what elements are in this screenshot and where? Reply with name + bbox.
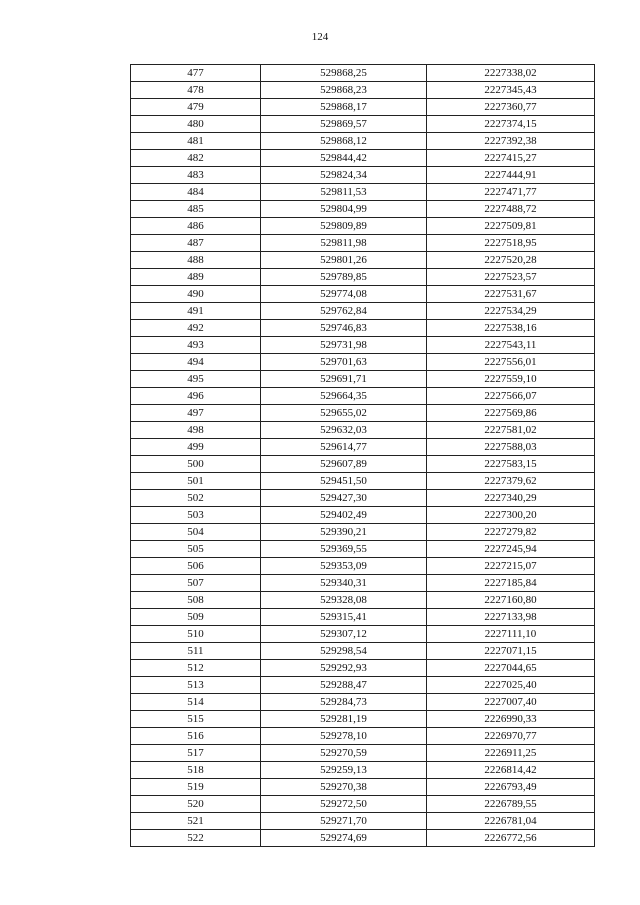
y-coordinate-cell: 2227556,01 <box>427 354 595 371</box>
point-number-cell: 511 <box>131 643 261 660</box>
y-coordinate-cell: 2227583,15 <box>427 456 595 473</box>
y-coordinate-cell: 2226911,25 <box>427 745 595 762</box>
table-row <box>131 473 595 490</box>
table-row <box>131 218 595 235</box>
point-number-cell: 479 <box>131 99 261 116</box>
y-coordinate-cell: 2227509,81 <box>427 218 595 235</box>
x-coordinate-cell: 529281,19 <box>261 711 427 728</box>
table-row <box>131 354 595 371</box>
x-coordinate-cell: 529804,99 <box>261 201 427 218</box>
x-coordinate-cell: 529762,84 <box>261 303 427 320</box>
y-coordinate-cell: 2227340,29 <box>427 490 595 507</box>
x-coordinate-cell: 529369,55 <box>261 541 427 558</box>
x-coordinate-cell: 529270,59 <box>261 745 427 762</box>
x-coordinate-cell: 529869,57 <box>261 116 427 133</box>
table-row <box>131 286 595 303</box>
x-coordinate-cell: 529811,98 <box>261 235 427 252</box>
point-number-cell: 482 <box>131 150 261 167</box>
y-coordinate-cell: 2227588,03 <box>427 439 595 456</box>
table-row <box>131 167 595 184</box>
point-number-cell: 515 <box>131 711 261 728</box>
y-coordinate-cell: 2227111,10 <box>427 626 595 643</box>
table-row <box>131 133 595 150</box>
y-coordinate-cell: 2226990,33 <box>427 711 595 728</box>
table-row <box>131 388 595 405</box>
point-number-cell: 520 <box>131 796 261 813</box>
table-row <box>131 65 595 82</box>
x-coordinate-cell: 529868,12 <box>261 133 427 150</box>
y-coordinate-cell: 2227543,11 <box>427 337 595 354</box>
point-number-cell: 509 <box>131 609 261 626</box>
y-coordinate-cell: 2227392,38 <box>427 133 595 150</box>
point-number-cell: 494 <box>131 354 261 371</box>
point-number-cell: 481 <box>131 133 261 150</box>
table-row <box>131 626 595 643</box>
y-coordinate-cell: 2227444,91 <box>427 167 595 184</box>
point-number-cell: 501 <box>131 473 261 490</box>
point-number-cell: 516 <box>131 728 261 745</box>
point-number-cell: 484 <box>131 184 261 201</box>
y-coordinate-cell: 2226772,56 <box>427 830 595 847</box>
point-number-cell: 514 <box>131 694 261 711</box>
table-row <box>131 575 595 592</box>
y-coordinate-cell: 2227185,84 <box>427 575 595 592</box>
x-coordinate-cell: 529811,53 <box>261 184 427 201</box>
table-row <box>131 745 595 762</box>
table-row <box>131 320 595 337</box>
point-number-cell: 519 <box>131 779 261 796</box>
y-coordinate-cell: 2227518,95 <box>427 235 595 252</box>
point-number-cell: 505 <box>131 541 261 558</box>
point-number-cell: 512 <box>131 660 261 677</box>
x-coordinate-cell: 529315,41 <box>261 609 427 626</box>
x-coordinate-cell: 529746,83 <box>261 320 427 337</box>
y-coordinate-cell: 2227523,57 <box>427 269 595 286</box>
x-coordinate-cell: 529868,23 <box>261 82 427 99</box>
point-number-cell: 478 <box>131 82 261 99</box>
page-number: 124 <box>311 31 329 43</box>
x-coordinate-cell: 529292,93 <box>261 660 427 677</box>
x-coordinate-cell: 529789,85 <box>261 269 427 286</box>
point-number-cell: 493 <box>131 337 261 354</box>
y-coordinate-cell: 2227538,16 <box>427 320 595 337</box>
y-coordinate-cell: 2226793,49 <box>427 779 595 796</box>
x-coordinate-cell: 529844,42 <box>261 150 427 167</box>
point-number-cell: 508 <box>131 592 261 609</box>
table-row <box>131 184 595 201</box>
x-coordinate-cell: 529801,26 <box>261 252 427 269</box>
y-coordinate-cell: 2226814,42 <box>427 762 595 779</box>
point-number-cell: 495 <box>131 371 261 388</box>
table-row <box>131 830 595 847</box>
x-coordinate-cell: 529284,73 <box>261 694 427 711</box>
point-number-cell: 489 <box>131 269 261 286</box>
y-coordinate-cell: 2227215,07 <box>427 558 595 575</box>
table-row <box>131 762 595 779</box>
y-coordinate-cell: 2227379,62 <box>427 473 595 490</box>
table-row <box>131 796 595 813</box>
y-coordinate-cell: 2227044,65 <box>427 660 595 677</box>
table-row <box>131 371 595 388</box>
x-coordinate-cell: 529607,89 <box>261 456 427 473</box>
y-coordinate-cell: 2227559,10 <box>427 371 595 388</box>
x-coordinate-cell: 529402,49 <box>261 507 427 524</box>
y-coordinate-cell: 2227300,20 <box>427 507 595 524</box>
x-coordinate-cell: 529774,08 <box>261 286 427 303</box>
table-row <box>131 439 595 456</box>
table-row <box>131 150 595 167</box>
x-coordinate-cell: 529451,50 <box>261 473 427 490</box>
x-coordinate-cell: 529390,21 <box>261 524 427 541</box>
point-number-cell: 491 <box>131 303 261 320</box>
x-coordinate-cell: 529632,03 <box>261 422 427 439</box>
y-coordinate-cell: 2227374,15 <box>427 116 595 133</box>
table-row <box>131 677 595 694</box>
y-coordinate-cell: 2227415,27 <box>427 150 595 167</box>
table-row <box>131 558 595 575</box>
point-number-cell: 485 <box>131 201 261 218</box>
table-row <box>131 405 595 422</box>
table-row <box>131 235 595 252</box>
x-coordinate-cell: 529270,38 <box>261 779 427 796</box>
x-coordinate-cell: 529809,89 <box>261 218 427 235</box>
y-coordinate-cell: 2227531,67 <box>427 286 595 303</box>
table-row <box>131 694 595 711</box>
point-number-cell: 510 <box>131 626 261 643</box>
y-coordinate-cell: 2227581,02 <box>427 422 595 439</box>
y-coordinate-cell: 2227025,40 <box>427 677 595 694</box>
table-row <box>131 99 595 116</box>
y-coordinate-cell: 2227160,80 <box>427 592 595 609</box>
point-number-cell: 502 <box>131 490 261 507</box>
table-row <box>131 524 595 541</box>
point-number-cell: 506 <box>131 558 261 575</box>
point-number-cell: 477 <box>131 65 261 82</box>
point-number-cell: 480 <box>131 116 261 133</box>
y-coordinate-cell: 2227520,28 <box>427 252 595 269</box>
x-coordinate-cell: 529664,35 <box>261 388 427 405</box>
y-coordinate-cell: 2227007,40 <box>427 694 595 711</box>
x-coordinate-cell: 529655,02 <box>261 405 427 422</box>
point-number-cell: 499 <box>131 439 261 456</box>
table-row <box>131 609 595 626</box>
x-coordinate-cell: 529353,09 <box>261 558 427 575</box>
table-row <box>131 252 595 269</box>
x-coordinate-cell: 529340,31 <box>261 575 427 592</box>
point-number-cell: 500 <box>131 456 261 473</box>
x-coordinate-cell: 529701,63 <box>261 354 427 371</box>
x-coordinate-cell: 529288,47 <box>261 677 427 694</box>
point-number-cell: 492 <box>131 320 261 337</box>
table-row <box>131 660 595 677</box>
x-coordinate-cell: 529614,77 <box>261 439 427 456</box>
x-coordinate-cell: 529272,50 <box>261 796 427 813</box>
y-coordinate-cell: 2227245,94 <box>427 541 595 558</box>
table-row <box>131 490 595 507</box>
y-coordinate-cell: 2226970,77 <box>427 728 595 745</box>
y-coordinate-cell: 2227488,72 <box>427 201 595 218</box>
table-row <box>131 813 595 830</box>
x-coordinate-cell: 529731,98 <box>261 337 427 354</box>
table-row <box>131 728 595 745</box>
y-coordinate-cell: 2227471,77 <box>427 184 595 201</box>
table-row <box>131 456 595 473</box>
point-number-cell: 513 <box>131 677 261 694</box>
y-coordinate-cell: 2227566,07 <box>427 388 595 405</box>
table-row <box>131 269 595 286</box>
y-coordinate-cell: 2227360,77 <box>427 99 595 116</box>
point-number-cell: 521 <box>131 813 261 830</box>
point-number-cell: 503 <box>131 507 261 524</box>
coordinates-table <box>130 64 595 847</box>
point-number-cell: 517 <box>131 745 261 762</box>
y-coordinate-cell: 2227345,43 <box>427 82 595 99</box>
x-coordinate-cell: 529328,08 <box>261 592 427 609</box>
x-coordinate-cell: 529278,10 <box>261 728 427 745</box>
table-row <box>131 116 595 133</box>
point-number-cell: 507 <box>131 575 261 592</box>
point-number-cell: 504 <box>131 524 261 541</box>
point-number-cell: 483 <box>131 167 261 184</box>
x-coordinate-cell: 529868,25 <box>261 65 427 82</box>
x-coordinate-cell: 529307,12 <box>261 626 427 643</box>
y-coordinate-cell: 2227338,02 <box>427 65 595 82</box>
table-row <box>131 337 595 354</box>
table-row <box>131 711 595 728</box>
table-row <box>131 779 595 796</box>
x-coordinate-cell: 529298,54 <box>261 643 427 660</box>
table-row <box>131 541 595 558</box>
x-coordinate-cell: 529274,69 <box>261 830 427 847</box>
point-number-cell: 518 <box>131 762 261 779</box>
x-coordinate-cell: 529691,71 <box>261 371 427 388</box>
point-number-cell: 496 <box>131 388 261 405</box>
x-coordinate-cell: 529824,34 <box>261 167 427 184</box>
y-coordinate-cell: 2226781,04 <box>427 813 595 830</box>
point-number-cell: 498 <box>131 422 261 439</box>
coordinates-table-body <box>131 65 595 847</box>
y-coordinate-cell: 2227133,98 <box>427 609 595 626</box>
x-coordinate-cell: 529427,30 <box>261 490 427 507</box>
point-number-cell: 490 <box>131 286 261 303</box>
point-number-cell: 488 <box>131 252 261 269</box>
x-coordinate-cell: 529868,17 <box>261 99 427 116</box>
x-coordinate-cell: 529271,70 <box>261 813 427 830</box>
y-coordinate-cell: 2227279,82 <box>427 524 595 541</box>
table-row <box>131 507 595 524</box>
y-coordinate-cell: 2227569,86 <box>427 405 595 422</box>
table-row <box>131 592 595 609</box>
y-coordinate-cell: 2226789,55 <box>427 796 595 813</box>
x-coordinate-cell: 529259,13 <box>261 762 427 779</box>
y-coordinate-cell: 2227534,29 <box>427 303 595 320</box>
point-number-cell: 487 <box>131 235 261 252</box>
y-coordinate-cell: 2227071,15 <box>427 643 595 660</box>
table-row <box>131 422 595 439</box>
table-row <box>131 82 595 99</box>
point-number-cell: 486 <box>131 218 261 235</box>
point-number-cell: 497 <box>131 405 261 422</box>
table-row <box>131 643 595 660</box>
table-row <box>131 201 595 218</box>
table-row <box>131 303 595 320</box>
point-number-cell: 522 <box>131 830 261 847</box>
